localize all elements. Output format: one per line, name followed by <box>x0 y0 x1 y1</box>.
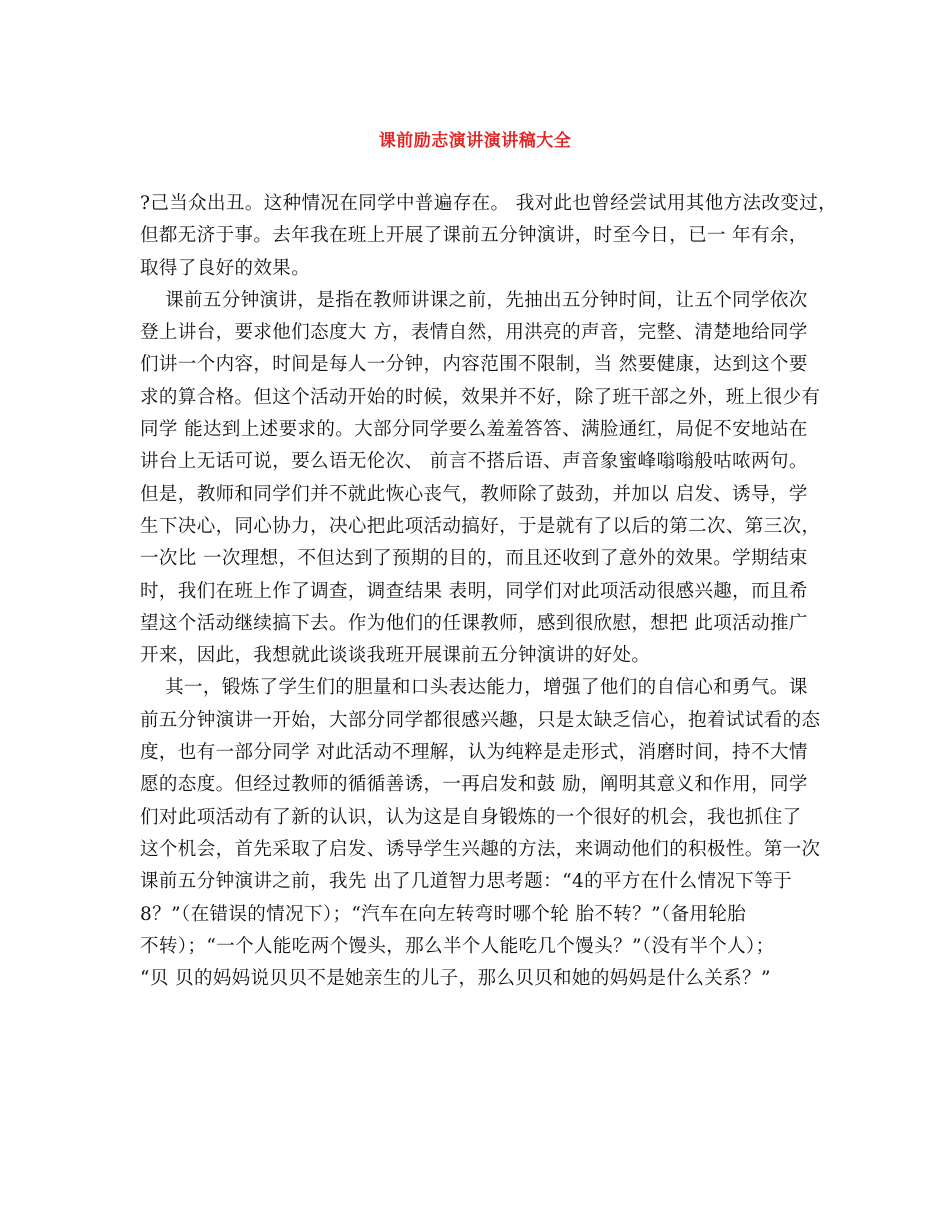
text-line: ?己当众出丑。这种情况在同学中普遍存在。 我对此也曾经尝试用其他方法改变过， <box>140 193 838 214</box>
text-line: 度，也有一部分同学 对此活动不理解，认为纯粹是走形式，消磨时间，持不大情 <box>140 742 808 764</box>
text-line: 开来，因此，我想就此谈谈我班开展课前五分钟演讲的好处。 <box>140 645 651 667</box>
document-title: 课前励志演讲演讲稿大全 <box>378 131 572 151</box>
text-line: 但都无济于事。去年我在班上开展了课前五分钟演讲，时至今日，已一 年有余， <box>140 225 808 247</box>
text-line: 其一，锻炼了学生们的胆量和口头表达能力，增强了他们的自信心和勇气。课 <box>140 677 808 699</box>
text-line: 8？”（在错误的情况下）；“汽车在向左转弯时哪个轮 胎不转？”（备用轮胎 <box>140 903 747 925</box>
text-line: 登上讲台，要求他们态度大 方，表情自然，用洪亮的声音，完整、清楚地给同学 <box>140 322 808 344</box>
text-line: 生下决心，同心协力，决心把此项活动搞好，于是就有了以后的第二次、第三次， <box>140 515 821 537</box>
text-line: 不转）；“一个人能吃两个馒头，那么半个人能吃几个馒头？”（没有半个人）； <box>140 935 775 957</box>
text-line: 们讲一个内容，时间是每人一分钟，内容范围不限制，当 然要健康，达到这个要 <box>140 354 808 376</box>
document-body <box>140 188 840 995</box>
text-line: “贝 贝的妈妈说贝贝不是她亲生的儿子，那么贝贝和她的妈妈是什么关系？” <box>140 968 771 990</box>
text-line: 同学 能达到上述要求的。大部分同学要么羞羞答答、满脸通红，局促不安地站在 <box>140 419 808 441</box>
text-line: 们对此项活动有了新的认识，认为这是自身锻炼的一个很好的机会，我也抓住了 <box>140 806 802 828</box>
text-line: 时，我们在班上作了调查，调查结果 表明，同学们对此项活动很感兴趣，而且希 <box>140 580 808 602</box>
text-line: 愿的态度。但经过教师的循循善诱，一再启发和鼓 励，阐明其意义和作用，同学 <box>140 774 808 796</box>
text-line: 这个机会，首先采取了启发、诱导学生兴趣的方法，来调动他们的积极性。第一次 <box>140 838 821 860</box>
text-line: 取得了良好的效果。 <box>140 257 311 279</box>
text-line: 望这个活动继续搞下去。作为他们的任课教师，感到很欣慰，想把 此项活动推广 <box>140 612 808 634</box>
text-line: 但是，教师和同学们并不就此恢心丧气，教师除了鼓劲，并加以 启发、诱导，学 <box>140 483 808 505</box>
text-line: 课前五分钟演讲之前，我先 出了几道智力思考题：“4的平方在什么情况下等于 <box>140 871 793 893</box>
text-line: 课前五分钟演讲，是指在教师讲课之前，先抽出五分钟时间，让五个同学依次 <box>140 289 808 311</box>
text-line: 求的算合格。但这个活动开始的时候，效果并不好，除了班干部之外，班上很少有 <box>140 386 821 408</box>
text-line: 前五分钟演讲一开始，大部分同学都很感兴趣，只是太缺乏信心，抱着试试看的态 <box>140 709 821 731</box>
text-line: 讲台上无话可说，要么语无伦次、 前言不搭后语、声音象蜜峰嗡嗡般咕哝两句。 <box>140 451 808 473</box>
text-line: 一次比 一次理想，不但达到了预期的目的，而且还收到了意外的效果。学期结束 <box>140 548 808 570</box>
